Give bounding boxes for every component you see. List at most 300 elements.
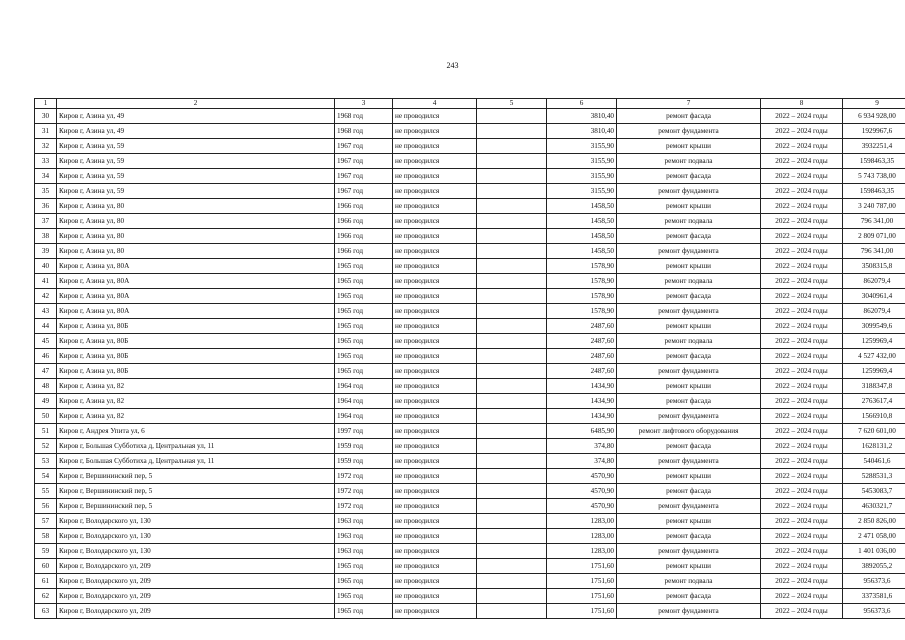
last-repair-cell: не проводился bbox=[393, 109, 477, 124]
area-cell: 3810,40 bbox=[547, 124, 617, 139]
area-cell: 1458,50 bbox=[547, 214, 617, 229]
cost-cell: 2 809 071,00 bbox=[843, 229, 905, 244]
work-type-cell: ремонт фасада bbox=[617, 484, 761, 499]
empty-cell bbox=[477, 349, 547, 364]
period-cell: 2022 – 2024 годы bbox=[761, 289, 843, 304]
row-number-cell: 63 bbox=[35, 604, 57, 619]
table-row bbox=[35, 409, 905, 424]
work-type-cell: ремонт крыши bbox=[617, 379, 761, 394]
work-type-cell: ремонт крыши bbox=[617, 559, 761, 574]
build-year-cell: 1965 год bbox=[335, 259, 393, 274]
cost-cell: 2 850 826,00 bbox=[843, 514, 905, 529]
row-number-cell: 36 bbox=[35, 199, 57, 214]
area-cell: 1578,90 bbox=[547, 274, 617, 289]
work-type-cell: ремонт фундамента bbox=[617, 409, 761, 424]
row-number-cell: 32 bbox=[35, 139, 57, 154]
empty-cell bbox=[477, 514, 547, 529]
row-number-cell: 46 bbox=[35, 349, 57, 364]
work-type-cell: ремонт фундамента bbox=[617, 364, 761, 379]
area-cell: 1751,60 bbox=[547, 559, 617, 574]
row-number-cell: 61 bbox=[35, 574, 57, 589]
last-repair-cell: не проводился bbox=[393, 154, 477, 169]
address-cell: Киров г, Азина ул, 82 bbox=[57, 394, 335, 409]
empty-cell bbox=[477, 469, 547, 484]
empty-cell bbox=[477, 529, 547, 544]
column-number-row bbox=[35, 99, 905, 109]
period-cell: 2022 – 2024 годы bbox=[761, 334, 843, 349]
last-repair-cell: не проводился bbox=[393, 289, 477, 304]
build-year-cell: 1965 год bbox=[335, 334, 393, 349]
area-cell: 3155,90 bbox=[547, 169, 617, 184]
address-cell: Киров г, Азина ул, 80А bbox=[57, 289, 335, 304]
row-number-cell: 37 bbox=[35, 214, 57, 229]
address-cell: Киров г, Большая Субботиха д, Центральная ул, 11 bbox=[57, 439, 335, 454]
work-type-cell: ремонт фасада bbox=[617, 169, 761, 184]
work-type-cell: ремонт крыши bbox=[617, 469, 761, 484]
row-number-cell: 39 bbox=[35, 244, 57, 259]
area-cell: 3155,90 bbox=[547, 184, 617, 199]
column-header: 1 bbox=[35, 99, 57, 109]
empty-cell bbox=[477, 454, 547, 469]
last-repair-cell: не проводился bbox=[393, 349, 477, 364]
build-year-cell: 1966 год bbox=[335, 199, 393, 214]
period-cell: 2022 – 2024 годы bbox=[761, 199, 843, 214]
build-year-cell: 1972 год bbox=[335, 499, 393, 514]
area-cell: 1578,90 bbox=[547, 304, 617, 319]
area-cell: 1751,60 bbox=[547, 589, 617, 604]
cost-cell: 1259969,4 bbox=[843, 364, 905, 379]
table-row bbox=[35, 334, 905, 349]
area-cell: 1751,60 bbox=[547, 574, 617, 589]
last-repair-cell: не проводился bbox=[393, 139, 477, 154]
area-cell: 4570,90 bbox=[547, 469, 617, 484]
area-cell: 1458,50 bbox=[547, 199, 617, 214]
table-row bbox=[35, 229, 905, 244]
row-number-cell: 56 bbox=[35, 499, 57, 514]
cost-cell: 6 934 928,00 bbox=[843, 109, 905, 124]
cost-cell: 1 401 036,00 bbox=[843, 544, 905, 559]
address-cell: Киров г, Азина ул, 59 bbox=[57, 139, 335, 154]
empty-cell bbox=[477, 274, 547, 289]
address-cell: Киров г, Азина ул, 59 bbox=[57, 169, 335, 184]
work-type-cell: ремонт подвала bbox=[617, 274, 761, 289]
last-repair-cell: не проводился bbox=[393, 229, 477, 244]
build-year-cell: 1967 год bbox=[335, 169, 393, 184]
work-type-cell: ремонт подвала bbox=[617, 154, 761, 169]
last-repair-cell: не проводился bbox=[393, 394, 477, 409]
build-year-cell: 1963 год bbox=[335, 514, 393, 529]
work-type-cell: ремонт фундамента bbox=[617, 544, 761, 559]
empty-cell bbox=[477, 544, 547, 559]
empty-cell bbox=[477, 334, 547, 349]
table-row bbox=[35, 469, 905, 484]
area-cell: 3155,90 bbox=[547, 139, 617, 154]
last-repair-cell: не проводился bbox=[393, 529, 477, 544]
table-row bbox=[35, 559, 905, 574]
row-number-cell: 42 bbox=[35, 289, 57, 304]
table-row bbox=[35, 259, 905, 274]
work-type-cell: ремонт лифтового оборудования bbox=[617, 424, 761, 439]
period-cell: 2022 – 2024 годы bbox=[761, 109, 843, 124]
last-repair-cell: не проводился bbox=[393, 184, 477, 199]
address-cell: Киров г, Володарского ул, 130 bbox=[57, 514, 335, 529]
cost-cell: 5288531,3 bbox=[843, 469, 905, 484]
table-row bbox=[35, 304, 905, 319]
period-cell: 2022 – 2024 годы bbox=[761, 169, 843, 184]
empty-cell bbox=[477, 394, 547, 409]
table-row bbox=[35, 109, 905, 124]
build-year-cell: 1967 год bbox=[335, 139, 393, 154]
address-cell: Киров г, Андрея Упита ул, 6 bbox=[57, 424, 335, 439]
last-repair-cell: не проводился bbox=[393, 244, 477, 259]
area-cell: 2487,60 bbox=[547, 334, 617, 349]
work-type-cell: ремонт подвала bbox=[617, 214, 761, 229]
address-cell: Киров г, Большая Субботиха д, Центральная ул, 11 bbox=[57, 454, 335, 469]
row-number-cell: 50 bbox=[35, 409, 57, 424]
table-row bbox=[35, 214, 905, 229]
build-year-cell: 1967 год bbox=[335, 154, 393, 169]
cost-cell: 4 527 432,00 bbox=[843, 349, 905, 364]
address-cell: Киров г, Володарского ул, 209 bbox=[57, 574, 335, 589]
address-cell: Киров г, Азина ул, 80 bbox=[57, 244, 335, 259]
area-cell: 3810,40 bbox=[547, 109, 617, 124]
cost-cell: 862079,4 bbox=[843, 304, 905, 319]
cost-cell: 3508315,8 bbox=[843, 259, 905, 274]
area-cell: 374,80 bbox=[547, 439, 617, 454]
build-year-cell: 1963 год bbox=[335, 529, 393, 544]
empty-cell bbox=[477, 169, 547, 184]
work-type-cell: ремонт фасада bbox=[617, 439, 761, 454]
work-type-cell: ремонт подвала bbox=[617, 574, 761, 589]
build-year-cell: 1965 год bbox=[335, 559, 393, 574]
last-repair-cell: не проводился bbox=[393, 559, 477, 574]
column-header: 5 bbox=[477, 99, 547, 109]
work-type-cell: ремонт фундамента bbox=[617, 124, 761, 139]
period-cell: 2022 – 2024 годы bbox=[761, 259, 843, 274]
area-cell: 6485,90 bbox=[547, 424, 617, 439]
last-repair-cell: не проводился bbox=[393, 304, 477, 319]
cost-cell: 1628131,2 bbox=[843, 439, 905, 454]
cost-cell: 1566910,8 bbox=[843, 409, 905, 424]
cost-cell: 956373,6 bbox=[843, 604, 905, 619]
column-header: 8 bbox=[761, 99, 843, 109]
cost-cell: 3188347,8 bbox=[843, 379, 905, 394]
build-year-cell: 1967 год bbox=[335, 184, 393, 199]
build-year-cell: 1964 год bbox=[335, 379, 393, 394]
address-cell: Киров г, Азина ул, 80А bbox=[57, 259, 335, 274]
last-repair-cell: не проводился bbox=[393, 364, 477, 379]
period-cell: 2022 – 2024 годы bbox=[761, 124, 843, 139]
build-year-cell: 1965 год bbox=[335, 364, 393, 379]
work-type-cell: ремонт фундамента bbox=[617, 499, 761, 514]
cost-cell: 1259969,4 bbox=[843, 334, 905, 349]
table-row bbox=[35, 589, 905, 604]
row-number-cell: 54 bbox=[35, 469, 57, 484]
last-repair-cell: не проводился bbox=[393, 514, 477, 529]
table-row bbox=[35, 124, 905, 139]
empty-cell bbox=[477, 439, 547, 454]
build-year-cell: 1966 год bbox=[335, 214, 393, 229]
period-cell: 2022 – 2024 годы bbox=[761, 529, 843, 544]
build-year-cell: 1965 год bbox=[335, 304, 393, 319]
build-year-cell: 1965 год bbox=[335, 274, 393, 289]
address-cell: Киров г, Азина ул, 49 bbox=[57, 124, 335, 139]
row-number-cell: 43 bbox=[35, 304, 57, 319]
period-cell: 2022 – 2024 годы bbox=[761, 394, 843, 409]
column-header: 4 bbox=[393, 99, 477, 109]
column-header: 3 bbox=[335, 99, 393, 109]
empty-cell bbox=[477, 484, 547, 499]
last-repair-cell: не проводился bbox=[393, 454, 477, 469]
table-row bbox=[35, 274, 905, 289]
build-year-cell: 1964 год bbox=[335, 394, 393, 409]
last-repair-cell: не проводился bbox=[393, 334, 477, 349]
area-cell: 1751,60 bbox=[547, 604, 617, 619]
work-type-cell: ремонт фасада bbox=[617, 529, 761, 544]
address-cell: Киров г, Володарского ул, 209 bbox=[57, 604, 335, 619]
table-row bbox=[35, 349, 905, 364]
work-type-cell: ремонт крыши bbox=[617, 259, 761, 274]
table-row bbox=[35, 484, 905, 499]
table-row bbox=[35, 154, 905, 169]
last-repair-cell: не проводился bbox=[393, 259, 477, 274]
table-row bbox=[35, 514, 905, 529]
cost-cell: 1598463,35 bbox=[843, 184, 905, 199]
column-header: 2 bbox=[57, 99, 335, 109]
work-type-cell: ремонт фасада bbox=[617, 229, 761, 244]
cost-cell: 3 240 787,00 bbox=[843, 199, 905, 214]
table-body bbox=[35, 109, 905, 619]
build-year-cell: 1959 год bbox=[335, 439, 393, 454]
work-type-cell: ремонт подвала bbox=[617, 334, 761, 349]
period-cell: 2022 – 2024 годы bbox=[761, 139, 843, 154]
build-year-cell: 1972 год bbox=[335, 484, 393, 499]
row-number-cell: 41 bbox=[35, 274, 57, 289]
build-year-cell: 1965 год bbox=[335, 319, 393, 334]
address-cell: Киров г, Володарского ул, 209 bbox=[57, 559, 335, 574]
address-cell: Киров г, Азина ул, 80А bbox=[57, 274, 335, 289]
table-row bbox=[35, 244, 905, 259]
period-cell: 2022 – 2024 годы bbox=[761, 559, 843, 574]
address-cell: Киров г, Азина ул, 80А bbox=[57, 304, 335, 319]
cost-cell: 3040961,4 bbox=[843, 289, 905, 304]
build-year-cell: 1964 год bbox=[335, 409, 393, 424]
address-cell: Киров г, Азина ул, 82 bbox=[57, 409, 335, 424]
last-repair-cell: не проводился bbox=[393, 439, 477, 454]
table-row bbox=[35, 289, 905, 304]
address-cell: Киров г, Вершининский пер, 5 bbox=[57, 484, 335, 499]
work-type-cell: ремонт фундамента bbox=[617, 604, 761, 619]
build-year-cell: 1968 год bbox=[335, 124, 393, 139]
period-cell: 2022 – 2024 годы bbox=[761, 229, 843, 244]
work-type-cell: ремонт крыши bbox=[617, 514, 761, 529]
row-number-cell: 40 bbox=[35, 259, 57, 274]
table-row bbox=[35, 364, 905, 379]
empty-cell bbox=[477, 424, 547, 439]
row-number-cell: 55 bbox=[35, 484, 57, 499]
area-cell: 374,80 bbox=[547, 454, 617, 469]
table-row bbox=[35, 424, 905, 439]
row-number-cell: 33 bbox=[35, 154, 57, 169]
empty-cell bbox=[477, 154, 547, 169]
work-type-cell: ремонт фундамента bbox=[617, 304, 761, 319]
last-repair-cell: не проводился bbox=[393, 484, 477, 499]
last-repair-cell: не проводился bbox=[393, 499, 477, 514]
address-cell: Киров г, Володарского ул, 209 bbox=[57, 589, 335, 604]
work-type-cell: ремонт крыши bbox=[617, 199, 761, 214]
area-cell: 2487,60 bbox=[547, 349, 617, 364]
table-row bbox=[35, 604, 905, 619]
row-number-cell: 62 bbox=[35, 589, 57, 604]
empty-cell bbox=[477, 259, 547, 274]
period-cell: 2022 – 2024 годы bbox=[761, 469, 843, 484]
row-number-cell: 52 bbox=[35, 439, 57, 454]
work-type-cell: ремонт фундамента bbox=[617, 244, 761, 259]
table-row bbox=[35, 184, 905, 199]
row-number-cell: 49 bbox=[35, 394, 57, 409]
build-year-cell: 1963 год bbox=[335, 544, 393, 559]
period-cell: 2022 – 2024 годы bbox=[761, 589, 843, 604]
area-cell: 2487,60 bbox=[547, 364, 617, 379]
cost-cell: 1929967,6 bbox=[843, 124, 905, 139]
cost-cell: 862079,4 bbox=[843, 274, 905, 289]
cost-cell: 3099549,6 bbox=[843, 319, 905, 334]
period-cell: 2022 – 2024 годы bbox=[761, 499, 843, 514]
area-cell: 2487,60 bbox=[547, 319, 617, 334]
empty-cell bbox=[477, 319, 547, 334]
table-row bbox=[35, 544, 905, 559]
area-cell: 1434,90 bbox=[547, 379, 617, 394]
last-repair-cell: не проводился bbox=[393, 589, 477, 604]
address-cell: Киров г, Азина ул, 82 bbox=[57, 379, 335, 394]
work-type-cell: ремонт фундамента bbox=[617, 454, 761, 469]
address-cell: Киров г, Володарского ул, 130 bbox=[57, 529, 335, 544]
period-cell: 2022 – 2024 годы bbox=[761, 544, 843, 559]
repair-register-table bbox=[34, 98, 905, 619]
build-year-cell: 1966 год bbox=[335, 229, 393, 244]
empty-cell bbox=[477, 184, 547, 199]
cost-cell: 7 620 601,00 bbox=[843, 424, 905, 439]
empty-cell bbox=[477, 304, 547, 319]
cost-cell: 5 743 738,00 bbox=[843, 169, 905, 184]
build-year-cell: 1965 год bbox=[335, 604, 393, 619]
row-number-cell: 30 bbox=[35, 109, 57, 124]
area-cell: 1283,00 bbox=[547, 514, 617, 529]
work-type-cell: ремонт фасада bbox=[617, 349, 761, 364]
cost-cell: 5453083,7 bbox=[843, 484, 905, 499]
row-number-cell: 35 bbox=[35, 184, 57, 199]
address-cell: Киров г, Азина ул, 49 bbox=[57, 109, 335, 124]
empty-cell bbox=[477, 364, 547, 379]
last-repair-cell: не проводился bbox=[393, 544, 477, 559]
period-cell: 2022 – 2024 годы bbox=[761, 319, 843, 334]
build-year-cell: 1968 год bbox=[335, 109, 393, 124]
empty-cell bbox=[477, 109, 547, 124]
cost-cell: 3892055,2 bbox=[843, 559, 905, 574]
table-row bbox=[35, 319, 905, 334]
table-row bbox=[35, 379, 905, 394]
build-year-cell: 1997 год bbox=[335, 424, 393, 439]
work-type-cell: ремонт фасада bbox=[617, 289, 761, 304]
build-year-cell: 1965 год bbox=[335, 589, 393, 604]
empty-cell bbox=[477, 559, 547, 574]
area-cell: 1283,00 bbox=[547, 544, 617, 559]
table-row bbox=[35, 454, 905, 469]
empty-cell bbox=[477, 574, 547, 589]
address-cell: Киров г, Азина ул, 80Б bbox=[57, 319, 335, 334]
row-number-cell: 58 bbox=[35, 529, 57, 544]
row-number-cell: 60 bbox=[35, 559, 57, 574]
row-number-cell: 45 bbox=[35, 334, 57, 349]
column-header: 6 bbox=[547, 99, 617, 109]
period-cell: 2022 – 2024 годы bbox=[761, 484, 843, 499]
period-cell: 2022 – 2024 годы bbox=[761, 604, 843, 619]
cost-cell: 2763617,4 bbox=[843, 394, 905, 409]
work-type-cell: ремонт крыши bbox=[617, 139, 761, 154]
work-type-cell: ремонт крыши bbox=[617, 319, 761, 334]
last-repair-cell: не проводился bbox=[393, 319, 477, 334]
last-repair-cell: не проводился bbox=[393, 409, 477, 424]
address-cell: Киров г, Азина ул, 80Б bbox=[57, 334, 335, 349]
cost-cell: 4630321,7 bbox=[843, 499, 905, 514]
last-repair-cell: не проводился bbox=[393, 379, 477, 394]
table-row bbox=[35, 499, 905, 514]
work-type-cell: ремонт фундамента bbox=[617, 184, 761, 199]
row-number-cell: 47 bbox=[35, 364, 57, 379]
work-type-cell: ремонт фасада bbox=[617, 589, 761, 604]
empty-cell bbox=[477, 139, 547, 154]
area-cell: 1458,50 bbox=[547, 229, 617, 244]
cost-cell: 1598463,35 bbox=[843, 154, 905, 169]
table-row bbox=[35, 169, 905, 184]
period-cell: 2022 – 2024 годы bbox=[761, 364, 843, 379]
cost-cell: 2 471 058,00 bbox=[843, 529, 905, 544]
period-cell: 2022 – 2024 годы bbox=[761, 574, 843, 589]
empty-cell bbox=[477, 289, 547, 304]
period-cell: 2022 – 2024 годы bbox=[761, 514, 843, 529]
address-cell: Киров г, Азина ул, 80 bbox=[57, 229, 335, 244]
table-row bbox=[35, 199, 905, 214]
last-repair-cell: не проводился bbox=[393, 274, 477, 289]
period-cell: 2022 – 2024 годы bbox=[761, 304, 843, 319]
row-number-cell: 59 bbox=[35, 544, 57, 559]
row-number-cell: 53 bbox=[35, 454, 57, 469]
area-cell: 3155,90 bbox=[547, 154, 617, 169]
row-number-cell: 51 bbox=[35, 424, 57, 439]
area-cell: 1434,90 bbox=[547, 409, 617, 424]
build-year-cell: 1959 год bbox=[335, 454, 393, 469]
last-repair-cell: не проводился bbox=[393, 169, 477, 184]
address-cell: Киров г, Азина ул, 80Б bbox=[57, 349, 335, 364]
last-repair-cell: не проводился bbox=[393, 469, 477, 484]
table-row bbox=[35, 394, 905, 409]
period-cell: 2022 – 2024 годы bbox=[761, 454, 843, 469]
period-cell: 2022 – 2024 годы bbox=[761, 274, 843, 289]
row-number-cell: 48 bbox=[35, 379, 57, 394]
empty-cell bbox=[477, 214, 547, 229]
last-repair-cell: не проводился bbox=[393, 124, 477, 139]
cost-cell: 3932251,4 bbox=[843, 139, 905, 154]
address-cell: Киров г, Азина ул, 80Б bbox=[57, 364, 335, 379]
period-cell: 2022 – 2024 годы bbox=[761, 349, 843, 364]
address-cell: Киров г, Вершининский пер, 5 bbox=[57, 499, 335, 514]
last-repair-cell: не проводился bbox=[393, 574, 477, 589]
period-cell: 2022 – 2024 годы bbox=[761, 424, 843, 439]
area-cell: 4570,90 bbox=[547, 499, 617, 514]
work-type-cell: ремонт фасада bbox=[617, 109, 761, 124]
empty-cell bbox=[477, 124, 547, 139]
last-repair-cell: не проводился bbox=[393, 424, 477, 439]
